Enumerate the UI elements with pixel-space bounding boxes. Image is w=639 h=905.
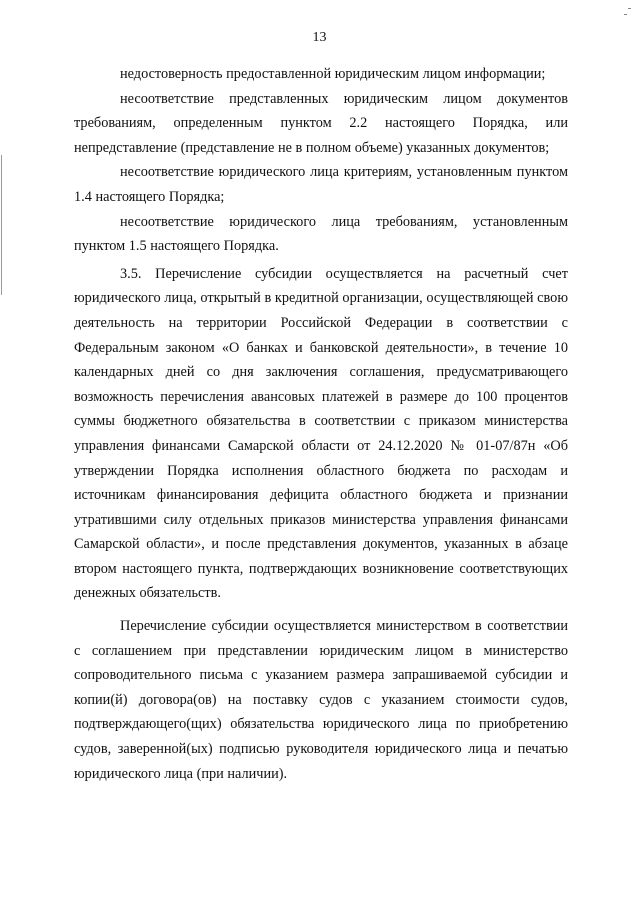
paragraph-unreliable-info: недостоверность предоставленной юридическим лицом информации; [120,66,546,82]
page-number: 13 [312,30,327,45]
paragraph-requirements-mismatch: несоответствие юридического лица требованиям, установленным пунктом 1.5 настоящего Порядка. [74,213,568,255]
paragraph-criteria-mismatch: несоответствие юридического лица критериям, установленным пунктом 1.4 настоящего Порядка; [74,164,568,205]
document-body [74,62,568,786]
scan-edge-mark [628,8,631,9]
paragraph-documents-mismatch: несоответствие представленных юридическим лицом документов требованиям, определенным пунктом 2.2 настоящего Порядка, или непредставление (представление не в полном объеме) указанных документов; [74,90,568,156]
paragraph-3-5-transfer: 3.5. Перечисление субсидии осуществляется на расчетный счет юридического лица, открытый в кредитной организации, осуществляющей свою деятельность на территории Российской Федерации в соответствии с Федеральным законом «О банках и банковской деятельности», в течение 10 календарных дней со дня заключения соглашения, предусматривающего возможность перечисления авансовых платежей в размере до 100 процентов суммы бюджетного обязательства в соответствии с приказом министерства управления финансами Самарской области от 24.12.2020 № 01-07/87н «Об утверждении Порядка исполнения областного бюджета по расходам и источникам финансирования дефицита областного бюджета и признании утратившими силу отдельных приказов министерства управления финансами Самарской области», и после представления документов, указанных в абзаце втором настоящего пункта, подтверждающих возникновение соответствующих денежных обязательств. [74,265,568,602]
scan-edge-mark [1,155,2,295]
paragraph-transfer-conditions: Перечисление субсидии осуществляется министерством в соответствии с соглашением при представлении юридическим лицом в министерство сопроводительного письма с указанием размера запрашиваемой субсидии и копии(й) договора(ов) на поставку судов с указанием стоимости судов, подтверждающего(щих) обязательства юридического лица по приобретению судов, заверенной(ых) подписью руководителя юридического лица и печатью юридического лица (при наличии). [74,618,568,782]
scan-edge-mark [624,14,627,15]
